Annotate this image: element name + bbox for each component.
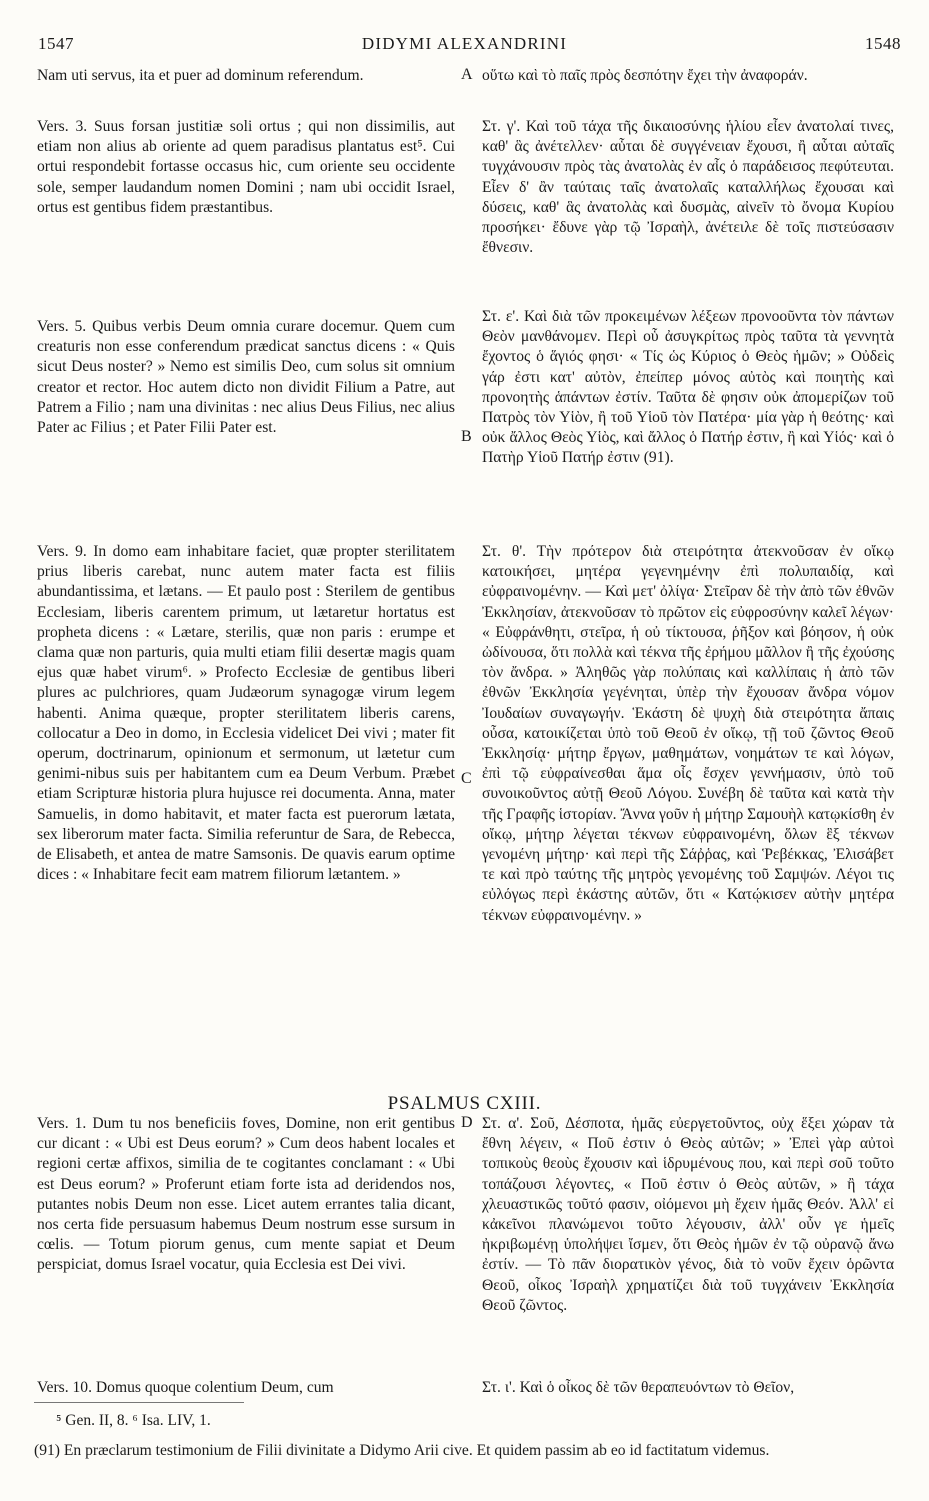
psalm-heading: PSALMUS CXIII. — [387, 1093, 542, 1114]
margin-letter-a: A — [461, 66, 473, 83]
greek-verse-9: Στ. θ'. Τὴν πρότερον διὰ στειρότητα ἀτεκνοῦσαν ἐν οἴκῳ κατοικήσει, μητέρα γεγενημένην ἐπὶ πολυπαιδίᾳ, καὶ εὐφραινομένην. — Καὶ μετ' ὀλίγα· Στεῖραν δὲ τὴν ἀπὸ τῶν ἐθνῶν Ἐκκλησίαν, ἀτεκνοῦσαν τὸ πρῶτον εἰς εὐφροσύνην καλεῖ λέγων· « Εὐφράνθητι, στεῖρα, ἡ οὐ τίκτουσα, ῥῆξον καὶ βόησον, ἡ οὐκ ὠδίνουσα, ὅτι πολλὰ καὶ τέκνα τῆς ἐρήμου μᾶλλον ἢ τῆς ἐχούσης τὸν ἄνδρα. » Ἀληθῶς γὰρ πολύπαις καὶ καλλίπαις ἡ ἀπὸ τῶν ἐθνῶν Ἐκκλησία γεγένηται, ὑπὲρ τὴν ἔχουσαν ἄνδρα νόμον Ἰουδαίων συναγωγήν. Ἑκάστη δὲ ψυχὴ διὰ στειρότητα ἄπαις οὖσα, κατοικίζεται ὑπὸ τοῦ Θεοῦ ἐν οἴκῳ, τῇ τοῦ ζῶντος Θεοῦ Ἐκκλησίᾳ· μήτηρ ἔργων, μαθημάτων, νοημάτων τε καὶ λόγων, ἐπὶ τῷ εὐφραίνεσθαι ἅμα οἷς ἔσχεν γεννήμασιν, ὑπὸ τοῦ συνοικοῦντος αὐτῇ Θεοῦ Λόγου. Συνέβη δὲ ταῦτα καὶ κατὰ τὴν τῆς Γραφῆς ἱστορίαν. Ἄννα γοῦν ἡ μήτηρ Σαμουὴλ κατῳκίσθη ἐν οἴκῳ, μήτηρ λέγεται τέκνων εὐφραινομένη, ὅλων ἓξ τέκνων γενομένη μήτηρ· καὶ περὶ τῆς Σάῤῥας, καὶ Ῥεβέκκας, Ἐλισάβετ τε καὶ πρὸ ταύτης τῆς μητρὸς γενομένης τοῦ Σαμψών. Λέγοι τις εὐλόγως περὶ ἑκάστης αὐτῶν, ὅτι « Κατῴκισεν αὐτὴν μητέρα τέκνων εὐφραινομένην. » — [482, 543, 894, 924]
latin-verse-5: Vers. 5. Quibus verbis Deum omnia curare docemur. Quem cum creaturis non esse conferendum prædicat sanctus dicens : « Quis sicut Deus noster? » Nemo est similis Deo, cum solus sit omnium creator et rector. Hoc autem dicto non dividit Filium a Patre, aut Patrem a Filio ; nam una divinitas : nec alius Deus Filius, nec alius Pater ac Filius ; et Pater Filii Pater est. — [37, 318, 455, 437]
margin-letter-c: C — [461, 770, 472, 787]
latin-psalm-verse-1: Vers. 1. Dum tu nos beneficiis foves, Domine, non erit gentibus cur dicant : « Ubi est Deus eorum? » Cum deos habent locales et regioni certæ affixos, similia de te cogitantes conclamant : « Ubi est Deus eorum? » Proferunt etiam forte ista ad deridendos nos, putantes nobis Deum non esse. Licet autem errantes talia dicant, nos certa fide persuasum habemus Deum nostrum esse sursum in cœlis. — Totum piorum genus, cum mente sapiat et Deum perspiciat, domus Israel vocatur, quia Ecclesia est Dei vivi. — [37, 1115, 455, 1274]
greek-psalm-verse-1: Στ. α'. Σοῦ, Δέσποτα, ἡμᾶς εὐεργετοῦντος, οὐχ ἕξει χώραν τὰ ἔθνη λέγειν, « Ποῦ ἐστιν ὁ Θεὸς αὐτῶν; » Ἐπεὶ γὰρ αὐτοὶ τοπικοὺς θεοὺς ἔχουσιν καὶ ἱδρυμένους που, καὶ περὶ σοῦ τοῦτο τοπάζουσι λέγοντες, « Ποῦ ἐστιν ὁ Θεὸς αὐτῶν, » ἢ τάχα χλευαστικῶς τοῦτό φασιν, οἰόμενοι μὴ ἔχειν ἡμᾶς Θεόν. Ἀλλ' εἰ κἀκεῖνοι πλανώμενοι τοῦτο λέγουσιν, ἀλλ' οὖν γε ἡμεῖς ἠκριβωμένῃ ὑπολήψει ἴσμεν, ὅτι Θεὸς ἡμῶν ἐν τῷ οὐρανῷ ἄνω ἐστίν. — Τὸ πᾶν διορατικὸν γένος, διὰ τὸ νοῦν ἔχειν ὁρῶντα Θεοῦ, οἶκος Ἰσραὴλ χρηματίζει διὰ τοῦ τυγχάνειν Ἐκκλησία Θεοῦ ζῶντος. — [482, 1115, 894, 1314]
page-number-left: 1547 — [38, 34, 74, 53]
latin-paragraph-1: Nam uti servus, ita et puer ad dominum referendum. — [37, 67, 364, 84]
running-title: DIDYMI ALEXANDRINI — [361, 34, 568, 53]
page-number-right: 1548 — [865, 34, 901, 53]
latin-verse-10: Vers. 10. Domus quoque colentium Deum, cum — [37, 1379, 334, 1396]
endnote-91: (91) En præclarum testimonium de Filii divinitate a Didymo Arii cive. Et quidem passim ab eo id factitatum videmus. — [34, 1442, 770, 1459]
footnotes: ⁵ Gen. II, 8. ⁶ Isa. LIV, 1. — [56, 1412, 211, 1429]
greek-paragraph-1: οὕτω καὶ τὸ παῖς πρὸς δεσπότην ἔχει τὴν ἀναφοράν. — [482, 67, 808, 84]
greek-verse-3: Στ. γ'. Καὶ τοῦ τάχα τῆς δικαιοσύνης ἡλίου εἶεν ἀνατολαί τινες, καθ' ἃς ἀνέτελλεν· αὗται δὲ συγγένειαν ἔχουσι, ἢ αὗται αὐταῖς τυγχάνουσιν πρὸς τὰς ἀνατολὰς ἐν αἷς ὁ παράδεισος πεφύτευται. Εἶεν δ' ἂν ταύταις ταῖς ἀνατολαῖς καταλλήλως ἔχουσαι καὶ δύσεις, καθ' ἃς ἀνατολὰς καὶ δυσμὰς, αἰνεῖν τὸ ὄνομα Κυρίου προσήκει· ἔδυνε γὰρ τῷ Ἰσραὴλ, ἀνέτειλε δὲ τοῖς πιστεύσασιν ἔθνεσιν. — [482, 118, 894, 257]
margin-letter-b: B — [461, 428, 472, 445]
latin-verse-3: Vers. 3. Suus forsan justitiæ soli ortus ; qui non dissimilis, aut etiam non alius ab oriente ad quem paradisus plantatus est⁵. Cui ortui respondebit fortasse occasus hic, cum oriente seu occidente sole, semper laudandum nomen Domini ; nam ubi occidit Israel, ortus est gentibus fidem præstantibus. — [37, 118, 455, 216]
footnote-rule — [34, 1402, 244, 1403]
latin-verse-9: Vers. 9. In domo eam inhabitare faciet, quæ propter sterilitatem prius liberis carebat, nunc autem mater facta est filiis abundantissima, et lætans. — Et paulo post : Sterilem de gentibus Ecclesiam, liberis carentem primum, ut lætaretur hortatus est propheta dicens : « Lætare, sterilis, quæ non paris : erumpe et clama quæ non parturis, quia multi etiam filii desertæ magis quam ejus quæ habet virum⁶. » Profecto Ecclesiæ de gentibus liberi plures ac pulchriores, quam Judæorum synagogæ virum legem habenti. Anima quæque, propter sterilitatem liberis carens, collocatur a Deo in domo, in Ecclesia videlicet Dei vivi ; mater fit operum, doctrinarum, opinionum et sermonum, ut lætetur cum genimi-nibus suis per habitantem cum ea Deum Verbum. Præbet etiam Scripturæ historia plura hujusce rei documenta. Anna, mater Samuelis, in domo habitavit, et mater facta est puerorum lætata, sex liberorum mater facta. Similia referuntur de Sara, de Rebecca, de Elisabeth, et antea de matre Samsonis. De quavis earum optime dices : « Inhabitare fecit eam matrem filiorum lætantem. » — [37, 543, 455, 884]
greek-verse-5: Στ. ε'. Καὶ διὰ τῶν προκειμένων λέξεων προνοοῦντα τὸν πάντων Θεὸν μανθάνομεν. Περὶ οὗ ἀσυγκρίτως πρὸς ταῦτα τὰ γεννητὰ ἔχοντος ὁ ἅγιός φησι· « Τίς ὡς Κύριος ὁ Θεὸς ἡμῶν; » Οὐδεὶς γάρ ἐστι κατ' αὐτὸν, ἐπείπερ μόνος αὐτὸς καὶ ποιητὴς καὶ προνοητὴς ἁπάντων ἐστίν. Ταῦτα δὲ φησιν οὐκ ἀπομερίζων τοῦ Πατρὸς τὸν Υἱὸν, ἢ τοῦ Υἱοῦ τὸν Πατέρα· μία γὰρ ἡ θεότης· καὶ οὐκ ἄλλος Θεὸς Υἱὸς, καὶ ἄλλος ὁ Πατήρ ἐστιν, ἢ καὶ Υἱός· καὶ ὁ Πατὴρ Υἱοῦ Πατήρ ἐστιν (91). — [482, 308, 894, 467]
margin-letter-d: D — [461, 1114, 473, 1131]
greek-verse-10: Στ. ι'. Καὶ ὁ οἶκος δὲ τῶν θεραπευόντων τὸ Θεῖον, — [482, 1379, 795, 1396]
